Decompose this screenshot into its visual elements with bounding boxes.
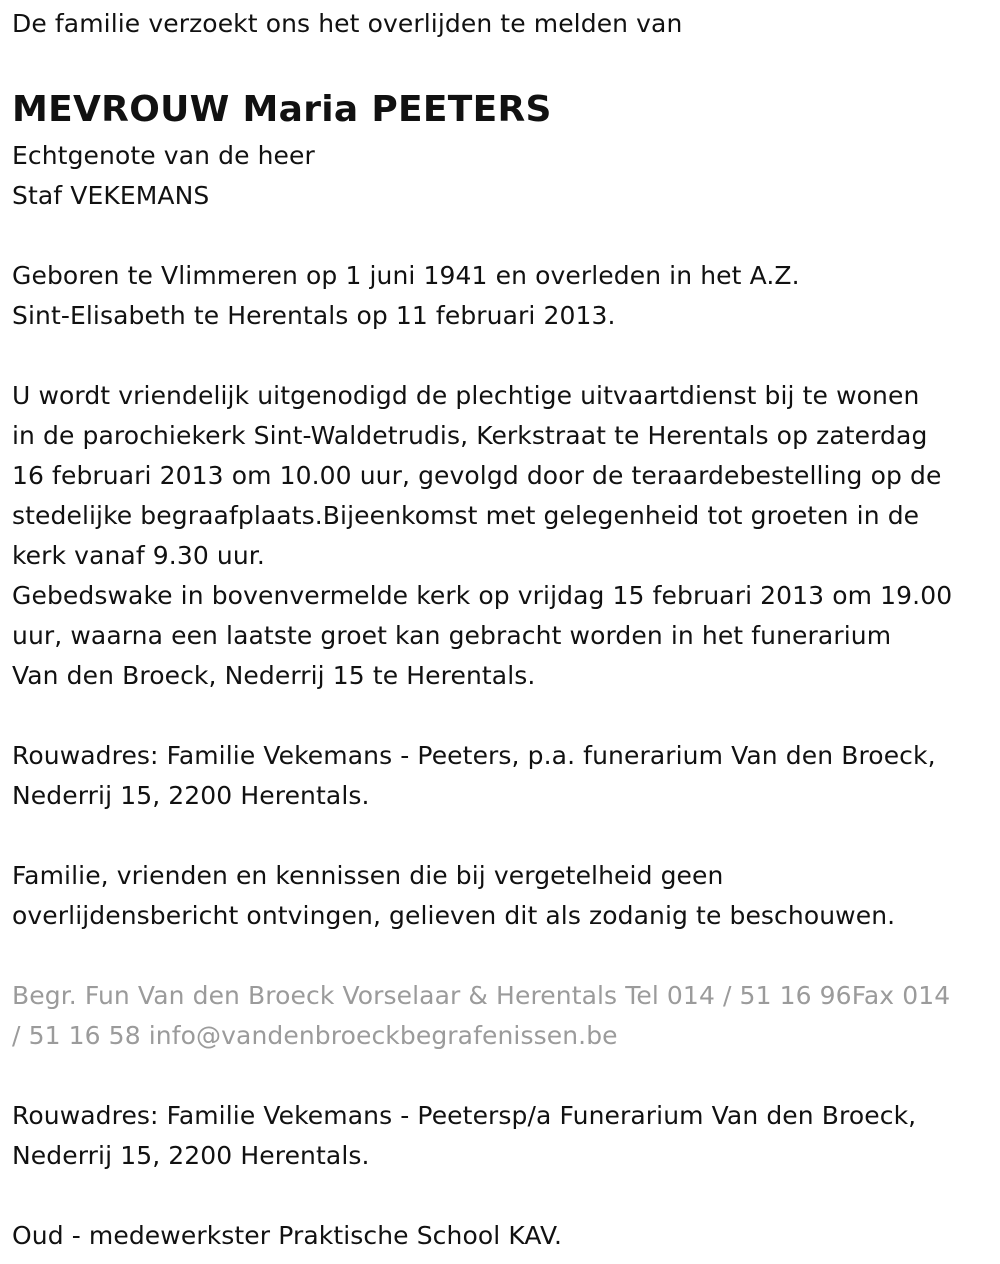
deceased-name: MEVROUW Maria PEETERS [12,89,552,130]
paragraph-line: Van den Broeck, Nederrij 15 te Herentals. [12,661,536,690]
family-note-paragraph [12,856,988,936]
paragraph-line: Rouwadres: Familie Vekemans - Peeters, p.a. funerarium Van den Broeck, [12,741,936,770]
intro-text: De familie verzoekt ons het overlijden te melden van [12,9,683,38]
paragraph-line: Sint-Elisabeth te Herentals op 11 februari 2013. [12,301,616,330]
paragraph-line: kerk vanaf 9.30 uur. [12,541,265,570]
paragraph-line: uur, waarna een laatste groet kan gebracht worden in het funerarium [12,621,892,650]
paragraph-line: Familie, vrienden en kennissen die bij vergetelheid geen [12,861,724,890]
spacer [12,336,988,376]
spacer [12,816,988,856]
paragraph-line: in de parochiekerk Sint-Waldetrudis, Kerkstraat te Herentals op zaterdag [12,421,928,450]
spouse-line-1: Echtgenote van de heer [12,141,315,170]
spacer [12,1056,988,1096]
spacer [12,44,988,84]
paragraph-line: Nederrij 15, 2200 Herentals. [12,1141,370,1170]
spacer [12,696,988,736]
funeral-home-info [12,976,988,1056]
mourning-address-2 [12,1096,988,1176]
paragraph-line: Rouwadres: Familie Vekemans - Peetersp/a Funerarium Van den Broeck, [12,1101,917,1130]
footer-text: Oud - medewerkster Praktische School KAV. [12,1221,563,1250]
spacer [12,936,988,976]
spouse-line-2: Staf VEKEMANS [12,181,210,210]
paragraph-line: U wordt vriendelijk uitgenodigd de plechtige uitvaartdienst bij te wonen [12,381,920,410]
paragraph-line: Gebedswake in bovenvermelde kerk op vrijdag 15 februari 2013 om 19.00 [12,581,953,610]
service-paragraph [12,376,988,696]
birth-death-paragraph [12,256,988,336]
paragraph-line: Nederrij 15, 2200 Herentals. [12,781,370,810]
paragraph-line: / 51 16 58 info@vandenbroeckbegrafenissen.be [12,1021,618,1050]
paragraph-line: Begr. Fun Van den Broeck Vorselaar & Herentals Tel 014 / 51 16 96Fax 014 [12,981,951,1010]
mourning-address-1 [12,736,988,816]
spacer [12,216,988,256]
paragraph-line: 16 februari 2013 om 10.00 uur, gevolgd door de teraardebestelling op de [12,461,942,490]
paragraph-line: Geboren te Vlimmeren op 1 juni 1941 en overleden in het A.Z. [12,261,800,290]
spacer [12,1176,988,1216]
paragraph-line: overlijdensbericht ontvingen, gelieven dit als zodanig te beschouwen. [12,901,896,930]
paragraph-line: stedelijke begraafplaats.Bijeenkomst met gelegenheid tot groeten in de [12,501,920,530]
